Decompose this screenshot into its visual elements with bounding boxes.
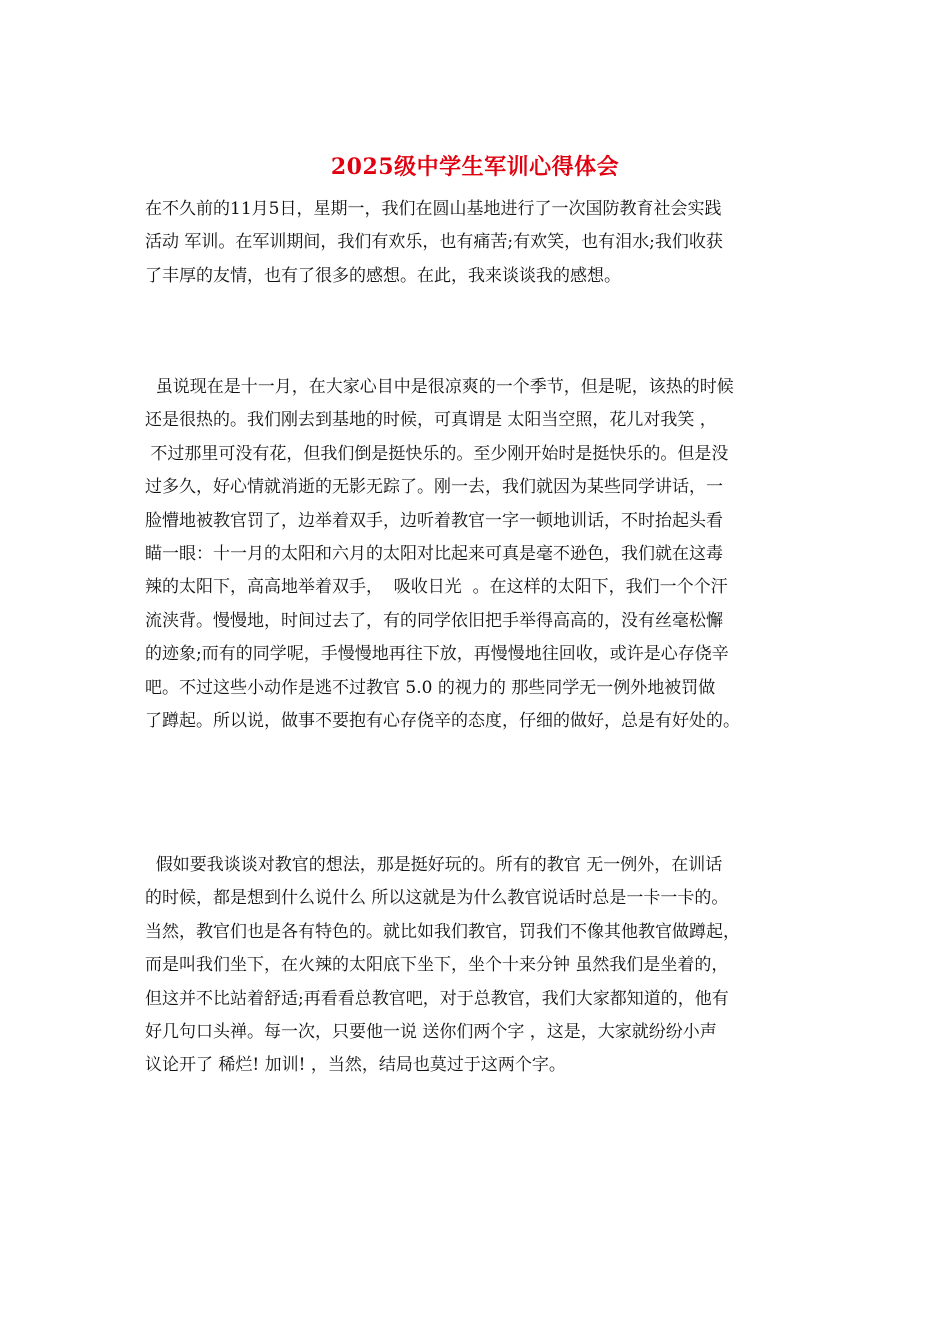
paragraph-line: 的时候，都是想到什么说什么 所以这就是为什么教官说话时总是一卡一卡的。 <box>145 888 729 909</box>
paragraph-line: 议论开了 稀烂! 加训! ，当然，结局也莫过于这两个字。 <box>145 1055 566 1076</box>
paragraph-line: 虽说现在是十一月，在大家心目中是很凉爽的一个季节，但是呢，该热的时候 <box>145 377 734 397</box>
paragraph-line: 假如要我谈谈对教官的想法，那是挺好玩的。所有的教官 无一例外，在训话 <box>145 855 723 875</box>
paragraph-line: 了丰厚的友情，也有了很多的感想。在此，我来谈谈我的感想。 <box>145 265 621 286</box>
paragraph-line: 流浃背。慢慢地，时间过去了，有的同学依旧把手举得高高的，没有丝毫松懈 <box>145 610 723 631</box>
paragraph-line: 不过那里可没有花，但我们倒是挺快乐的。至少刚开始时是挺快乐的。但是没 <box>145 443 729 464</box>
paragraph-line: 活动 军训。在军训期间，我们有欢乐，也有痛苦;有欢笑，也有泪水;我们收获 <box>145 232 723 253</box>
paragraph-2 <box>145 371 815 738</box>
paragraph-line: 当然，教官们也是各有特色的。就比如我们教官，罚我们不像其他教官做蹲起， <box>145 921 740 942</box>
paragraph-line: 的迹象;而有的同学呢，手慢慢地再往下放，再慢慢地往回收，或许是心存侥辛 <box>145 644 729 665</box>
paragraph-3 <box>145 849 815 1083</box>
paragraph-line: 吧。不过这些小动作是逃不过教官 5.0 的视力的 那些同学无一例外地被罚做 <box>145 677 716 698</box>
paragraph-line: 好几句口头禅。每一次，只要他一说 送你们两个字 ，这是，大家就纷纷小声 <box>145 1021 717 1042</box>
paragraph-line: 还是很热的。我们刚去到基地的时候，可真谓是 太阳当空照，花儿对我笑 ， <box>145 410 717 431</box>
document-title: 2025级中学生军训心得体会 <box>330 154 620 180</box>
paragraph-line: 过多久，好心情就消逝的无影无踪了。刚一去，我们就因为某些同学讲话，一 <box>145 477 723 498</box>
paragraph-line: 辣的太阳下，高高地举着双手， 吸收日光 。在这样的太阳下，我们一个个汗 <box>145 577 728 598</box>
paragraph-line: 瞄一眼：十一月的太阳和六月的太阳对比起来可真是毫不逊色，我们就在这毒 <box>145 543 723 564</box>
paragraph-line: 了蹲起。所以说，做事不要抱有心存侥辛的态度，仔细的做好，总是有好处的。 <box>145 710 740 731</box>
paragraph-line: 脸懵地被教官罚了，边举着双手，边听着教官一字一顿地训话，不时抬起头看 <box>145 510 723 531</box>
paragraph-line: 而是叫我们坐下，在火辣的太阳底下坐下，坐个十来分钟 虽然我们是坐着的， <box>145 955 729 976</box>
paragraph-line: 在不久前的11月5日，星期一，我们在圆山基地进行了一次国防教育社会实践 <box>145 199 722 219</box>
paragraph-1 <box>145 193 815 293</box>
paragraph-line: 但这并不比站着舒适;再看看总教官吧，对于总教官，我们大家都知道的，他有 <box>145 988 729 1009</box>
